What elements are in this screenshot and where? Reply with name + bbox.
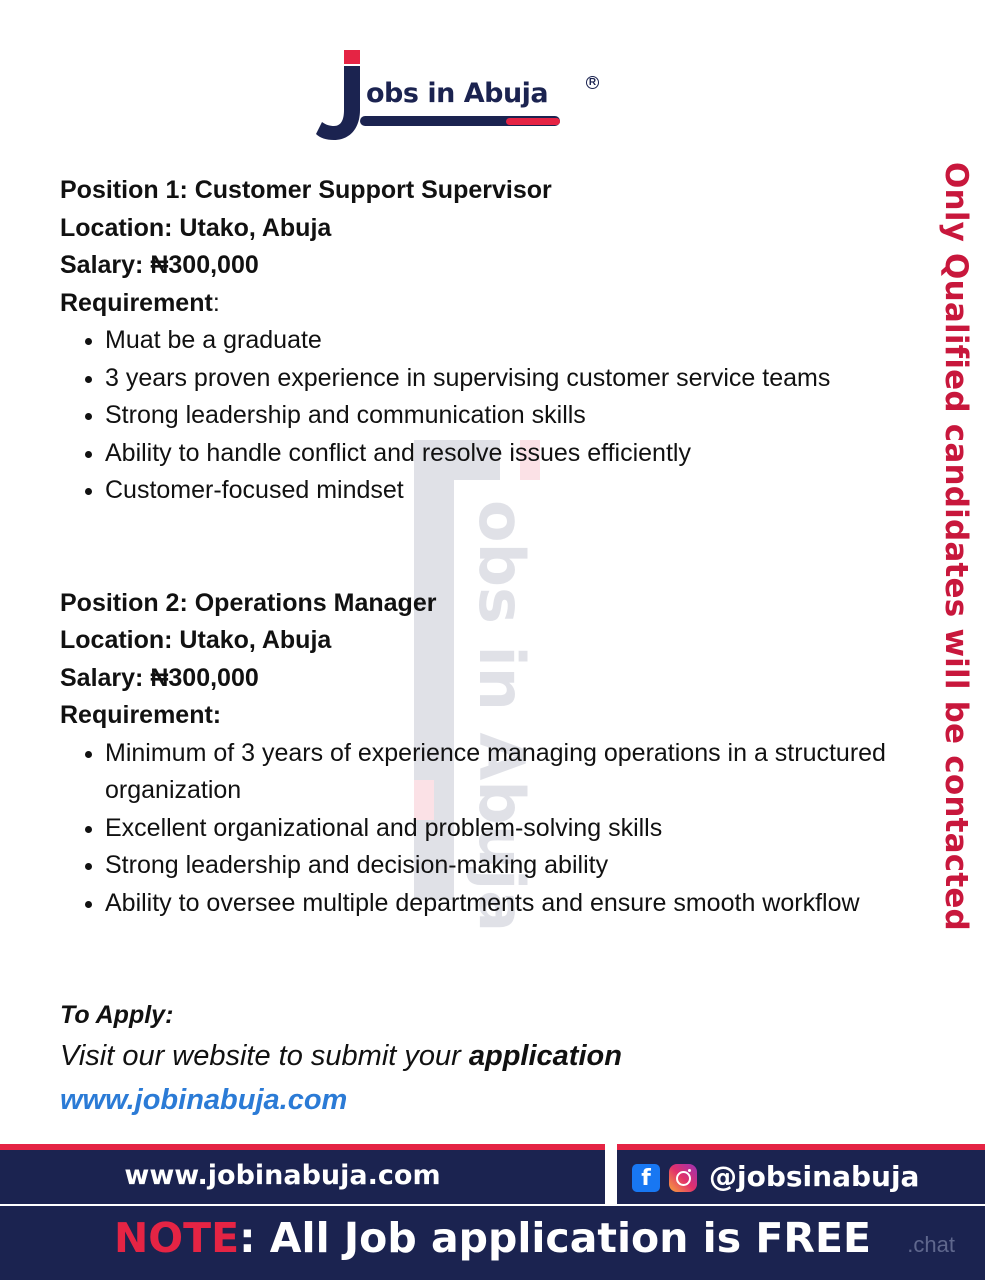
position-location: Location: Utako, Abuja <box>60 213 332 242</box>
note-text: : All Job application is FREE <box>239 1214 872 1262</box>
logo-underline-accent <box>506 118 560 125</box>
free-application-note <box>0 1214 985 1262</box>
requirement-heading <box>60 697 920 735</box>
footer-website-bar <box>0 1144 605 1204</box>
list-item: Muat be a graduate <box>105 322 920 360</box>
apply-text-main: Visit our website to submit your <box>60 1040 469 1072</box>
footer-social-bar <box>617 1144 985 1204</box>
apply-label: To Apply: <box>60 1001 174 1029</box>
side-note <box>930 162 976 952</box>
svg-text:obs in Abuja: obs in Abuja <box>465 500 538 933</box>
logo-j-icon <box>316 48 372 144</box>
apply-website-link[interactable]: www.jobinabuja.com <box>60 1084 348 1116</box>
apply-section <box>60 996 920 1122</box>
position-location: Location: Utako, Abuja <box>60 626 332 654</box>
registered-mark: R <box>586 76 599 89</box>
requirement-label: Requirement: <box>60 701 222 729</box>
apply-text <box>60 1034 920 1078</box>
footer-website-link[interactable]: www.jobinabuja.com <box>124 1160 441 1191</box>
list-item: Ability to handle conflict and resolve issues efficiently <box>105 435 920 473</box>
instagram-icon[interactable] <box>669 1164 697 1192</box>
side-note-text: Only Qualified candidates will be contacted <box>938 162 974 931</box>
requirement-colon: : <box>212 288 220 317</box>
position-title: Position 1: Customer Support Supervisor <box>60 176 552 204</box>
list-item: Ability to oversee multiple departments and ensure smooth workflow <box>105 885 920 923</box>
social-handle[interactable]: @jobsinabuja <box>709 1160 920 1193</box>
requirement-list <box>60 735 920 923</box>
position-salary: Salary: ₦300,000 <box>60 251 259 279</box>
footer <box>0 1144 985 1280</box>
list-item: 3 years proven experience in supervising customer service teams <box>105 360 920 398</box>
list-item: Minimum of 3 years of experience managing operations in a structured organization <box>105 735 920 810</box>
list-item: Strong leadership and communication skills <box>105 397 920 435</box>
requirement-heading <box>60 285 920 323</box>
list-item: Customer-focused mindset <box>105 472 920 510</box>
corner-watermark: .chat <box>907 1232 955 1257</box>
footer-note-bar <box>0 1206 985 1280</box>
section-spacer <box>60 510 920 585</box>
list-item: Excellent organizational and problem-solving skills <box>105 810 920 848</box>
logo-text: obs in Abuja <box>366 78 549 109</box>
apply-text-bold: application <box>468 1040 622 1072</box>
requirement-label: Requirement <box>60 288 213 317</box>
position-1 <box>60 172 920 510</box>
position-title: Position 2: Operations Manager <box>60 588 437 617</box>
facebook-icon[interactable]: f <box>632 1164 660 1192</box>
brand-logo <box>316 48 616 148</box>
note-label: NOTE <box>113 1214 240 1262</box>
position-salary: Salary: ₦300,000 <box>60 663 259 692</box>
list-item: Strong leadership and decision-making ability <box>105 847 920 885</box>
position-2 <box>60 585 920 923</box>
job-listing <box>60 172 920 922</box>
requirement-list <box>60 322 920 510</box>
